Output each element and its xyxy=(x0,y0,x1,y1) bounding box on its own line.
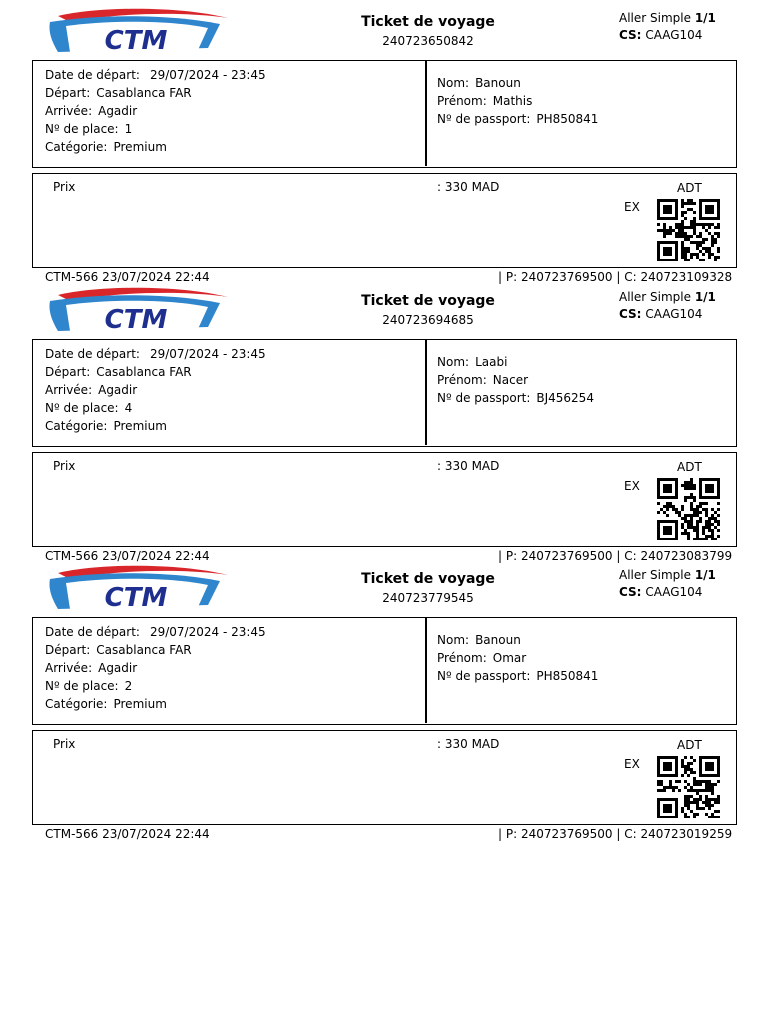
footer-issue-info: CTM-566 23/07/2024 22:44 xyxy=(45,549,210,563)
ex-label: EX xyxy=(624,200,640,214)
ticket xyxy=(0,0,768,284)
passenger-type: ADT xyxy=(677,738,702,752)
ex-label: EX xyxy=(624,479,640,493)
prenom-field: Prénom: Nacer xyxy=(437,373,529,387)
trip-info-box xyxy=(32,617,737,725)
prix-value: : 330 MAD xyxy=(437,180,500,194)
ticket-title: Ticket de voyage xyxy=(361,293,495,309)
qr-code-icon xyxy=(657,478,723,540)
cs-code: CS: CAAG104 xyxy=(619,28,703,42)
divider xyxy=(425,340,427,445)
date-field: Date de départ: 29/07/2024 - 23:45 xyxy=(45,625,266,639)
trip-info-box xyxy=(32,339,737,447)
divider xyxy=(425,618,427,723)
ticket xyxy=(0,279,768,563)
categorie-field: Catégorie: Premium xyxy=(45,697,167,711)
divider xyxy=(425,61,427,166)
ticket-number: 240723779545 xyxy=(382,591,474,605)
footer-issue-info: CTM-566 23/07/2024 22:44 xyxy=(45,827,210,841)
prix-value: : 330 MAD xyxy=(437,737,500,751)
depart-field: Départ: Casablanca FAR xyxy=(45,365,192,379)
nom-field: Nom: Banoun xyxy=(437,633,521,647)
footer-issue-info: CTM-566 23/07/2024 22:44 xyxy=(45,270,210,284)
price-box xyxy=(32,730,737,825)
prix-label: Prix xyxy=(53,737,76,751)
footer-codes: | P: 240723769500 | C: 240723019259 xyxy=(498,827,733,841)
ticket-title: Ticket de voyage xyxy=(361,571,495,587)
passport-field: Nº de passport: PH850841 xyxy=(437,112,599,126)
passenger-type: ADT xyxy=(677,460,702,474)
footer-codes: | P: 240723769500 | C: 240723083799 xyxy=(498,549,733,563)
footer-codes: | P: 240723769500 | C: 240723109328 xyxy=(498,270,733,284)
prix-label: Prix xyxy=(53,180,76,194)
ctm-logo xyxy=(40,287,232,331)
nom-field: Nom: Banoun xyxy=(437,76,521,90)
arrivee-field: Arrivée: Agadir xyxy=(45,661,138,675)
ex-label: EX xyxy=(624,757,640,771)
place-field: Nº de place: 1 xyxy=(45,122,133,136)
categorie-field: Catégorie: Premium xyxy=(45,419,167,433)
qr-code-icon xyxy=(657,756,723,818)
ticket-number: 240723694685 xyxy=(382,313,474,327)
logo-text: CTM xyxy=(104,26,168,52)
qr-code-icon xyxy=(657,199,723,261)
passport-field: Nº de passport: PH850841 xyxy=(437,669,599,683)
trip-info-box xyxy=(32,60,737,168)
cs-code: CS: CAAG104 xyxy=(619,585,703,599)
logo-text: CTM xyxy=(104,305,168,331)
ticket-number: 240723650842 xyxy=(382,34,474,48)
ticket-title: Ticket de voyage xyxy=(361,14,495,30)
arrivee-field: Arrivée: Agadir xyxy=(45,104,138,118)
trip-type: Aller Simple 1/1 xyxy=(619,290,716,304)
passenger-type: ADT xyxy=(677,181,702,195)
date-field: Date de départ: 29/07/2024 - 23:45 xyxy=(45,68,266,82)
prenom-field: Prénom: Omar xyxy=(437,651,527,665)
price-box xyxy=(32,173,737,268)
date-field: Date de départ: 29/07/2024 - 23:45 xyxy=(45,347,266,361)
ctm-logo xyxy=(40,565,232,609)
place-field: Nº de place: 4 xyxy=(45,401,133,415)
nom-field: Nom: Laabi xyxy=(437,355,508,369)
depart-field: Départ: Casablanca FAR xyxy=(45,643,192,657)
ctm-logo xyxy=(40,8,232,52)
price-box xyxy=(32,452,737,547)
ticket xyxy=(0,557,768,841)
trip-type: Aller Simple 1/1 xyxy=(619,11,716,25)
prenom-field: Prénom: Mathis xyxy=(437,94,533,108)
arrivee-field: Arrivée: Agadir xyxy=(45,383,138,397)
passport-field: Nº de passport: BJ456254 xyxy=(437,391,594,405)
depart-field: Départ: Casablanca FAR xyxy=(45,86,192,100)
logo-text: CTM xyxy=(104,583,168,609)
prix-value: : 330 MAD xyxy=(437,459,500,473)
trip-type: Aller Simple 1/1 xyxy=(619,568,716,582)
categorie-field: Catégorie: Premium xyxy=(45,140,167,154)
cs-code: CS: CAAG104 xyxy=(619,307,703,321)
place-field: Nº de place: 2 xyxy=(45,679,133,693)
prix-label: Prix xyxy=(53,459,76,473)
